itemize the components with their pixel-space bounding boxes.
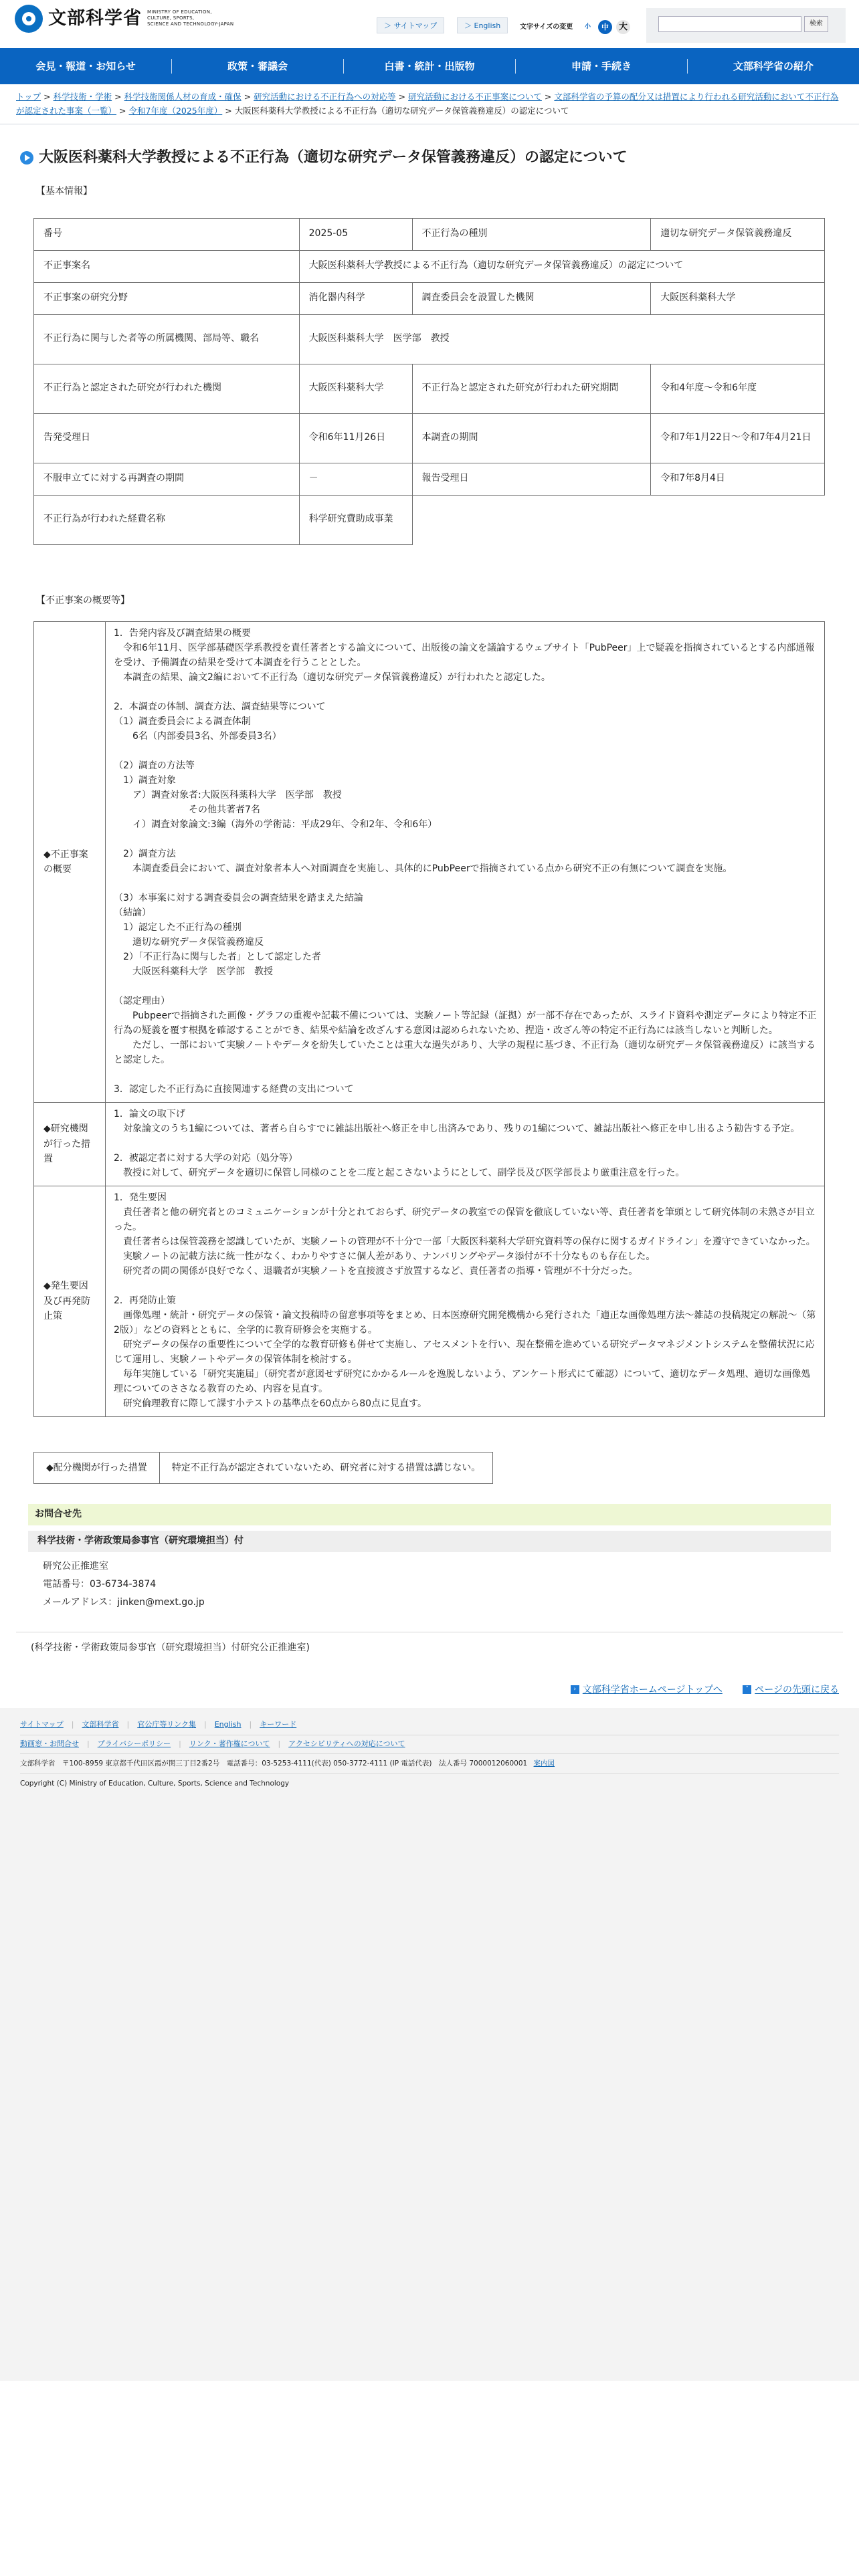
summary-line	[114, 876, 818, 891]
cell-label: 不正事案名	[34, 250, 300, 282]
cell-value: 大阪医科薬科大学 医学部 教授	[299, 314, 824, 364]
cell-value: 令和6年11月26日	[299, 413, 412, 463]
cell-value: 適切な研究データ保管義務違反	[651, 218, 825, 250]
table-row	[34, 1186, 825, 1416]
site-footer	[0, 1708, 859, 2381]
summary-line: （認定理由）	[114, 995, 170, 1006]
table-row	[34, 413, 825, 463]
cell-value: 科学研究費助成事業	[299, 495, 412, 544]
footer-link[interactable]: 文部科学省	[82, 1720, 119, 1729]
cell-value: 大阪医科薬科大学教授による不正行為（適切な研究データ保管義務違反）の認定について	[299, 250, 824, 282]
summary-line	[114, 1136, 818, 1151]
summary-line: 毎年実施している「研究実施届」（研究者が意図せず研究にかかるルールを逸脱しないよう、アンケート形式にて確認）について、適切なデータ処理、適切な画像処理についてのささなる教育のため、内容を見直す。	[114, 1368, 811, 1394]
footer-address	[20, 1758, 839, 1774]
breadcrumb-link[interactable]: 研究活動における不正事案について	[408, 92, 542, 102]
agency-measure-table	[33, 1452, 493, 1484]
breadcrumb-link[interactable]: 文部科学省の予算の配分又は措置により行われる研究活動において不正行為が認定された事案（一覧）	[16, 92, 839, 116]
summary-line: ア）調査対象者:大阪医科薬科大学 医学部 教授	[114, 789, 342, 800]
cell-label: 不正行為と認定された研究が行われた研究期間	[412, 364, 651, 413]
summary-line: 令和6年11月、医学部基礎医学系教授を責任著者とする論文について、出版後の論文を議論するウェブサイト「PubPeer」上で疑義を指摘されているとする内部通報を受け、予備調査の結果を受けて本調査を行うこととした。	[114, 642, 815, 668]
summary-line: 研究データの保存の重要性について全学的な教育研修も併せて実施し、アセスメントを行い、現在整備を進めている研究データマネジメントシステムを整備状況に応じて運用し、実験ノートやデータの保管体制を検討する。	[114, 1339, 815, 1365]
cell-label: 不正行為と認定された研究が行われた機関	[34, 364, 300, 413]
summary-line	[114, 1067, 818, 1082]
contact-phone: 電話番号：03-6734-3874	[43, 1579, 157, 1590]
cell-value: 令和7年1月22日～令和7年4月21日	[651, 413, 825, 463]
cell-value: 2025-05	[299, 218, 412, 250]
summary-line: 3．認定した不正行為に直接関連する経費の支出について	[114, 1083, 354, 1095]
title-arrow-icon	[20, 151, 33, 165]
table-row	[34, 218, 825, 250]
summary-line	[114, 979, 818, 994]
cell-value: －	[299, 463, 412, 495]
table-row	[34, 495, 825, 544]
cell-label: 不正事案の研究分野	[34, 282, 300, 314]
contact-details	[43, 1558, 859, 1612]
breadcrumb-link[interactable]: 科学技術関係人材の育成・確保	[124, 92, 242, 102]
summary-line: Pubpeerで指摘された画像・グラフの重複や記載不備については、実験ノート等記録（証拠）が一部不存在であったが、スライド資料や測定データにより特定不正行為の疑義を覆す根拠を確認することができ、結果や結論を改ざんする意図は認められないため、捏造・改ざん等の特定不正行為には該当しないと判断した。	[114, 1010, 817, 1036]
page-links	[0, 1683, 839, 1697]
summary-line: 本調査委員会において、調査対象者本人へ対面調査を実施し、具体的にPubPeerで指摘されている点から研究不正の有無について調査を実施。	[114, 863, 733, 874]
summary-body	[106, 1102, 825, 1186]
contact-office: 研究公正推進室	[43, 1561, 108, 1572]
search-input[interactable]	[658, 16, 801, 32]
table-row	[34, 463, 825, 495]
arrow-up-icon: ˄	[743, 1685, 751, 1694]
cell-label: 不正行為が行われた経費名称	[34, 495, 300, 544]
arrow-right-icon: ›	[571, 1685, 579, 1694]
footer-link[interactable]: 官公庁等リンク集	[137, 1720, 197, 1729]
breadcrumb-link[interactable]: 令和7年度（2025年度）	[128, 106, 223, 116]
search-box	[646, 8, 846, 43]
summary-line: （1）調査委員会による調査体制	[114, 716, 251, 727]
map-link[interactable]: 案内図	[533, 1759, 555, 1768]
font-size-label: 文字サイズの変更	[520, 23, 573, 31]
logo-text-ja: 文部科学省	[48, 8, 142, 29]
site-logo[interactable]	[15, 4, 233, 33]
cell-value: 令和7年8月4日	[651, 463, 825, 495]
agency-measure-value: 特定不正行為が認定されていないため、研究者に対する措置は講じない。	[159, 1452, 492, 1483]
english-button[interactable]: ＞ English	[457, 17, 508, 33]
table-row	[34, 282, 825, 314]
agency-measure-label: ◆配分機関が行った措置	[34, 1452, 160, 1483]
footer-link[interactable]: キーワード	[260, 1720, 297, 1729]
summary-line: 対象論文のうち1編については、著者ら自らすでに雑誌出版社へ修正を申し出済みであり、残りの1編について、雑誌出版社へ修正を申し出るよう勧告する予定。	[114, 1123, 800, 1134]
summary-body	[106, 1186, 825, 1416]
basic-info-table	[33, 218, 825, 545]
cell-value: 大阪医科薬科大学	[651, 282, 825, 314]
summary-line: 1．発生要因	[114, 1192, 167, 1203]
logo-text-en: MINISTRY OF EDUCATION, CULTURE, SPORTS, SCIENCE AND TECHNOLOGY-JAPAN	[147, 9, 234, 27]
cell-value: 大阪医科薬科大学	[299, 364, 412, 413]
breadcrumb-current: 大阪医科薬科大学教授による不正行為（適切な研究データ保管義務違反）の認定について	[234, 106, 569, 116]
nav-press[interactable]: 会見・報道・お知らせ	[0, 59, 172, 74]
summary-line	[114, 685, 818, 700]
summary-label: 【不正事案の概要等】	[36, 595, 130, 606]
table-row	[34, 1102, 825, 1186]
page-top-link[interactable]: ページの先頭に戻る	[755, 1684, 839, 1695]
summary-line: 2）調査方法	[114, 848, 176, 859]
cell-label: 調査委員会を設置した機関	[412, 282, 651, 314]
summary-heading: ◆不正事案の概要	[34, 621, 106, 1102]
copyright: Copyright (C) Ministry of Education, Culture, Sports, Science and Technology	[20, 1780, 290, 1788]
breadcrumb: トップ > 科学技術・学術 > 科学技術関係人材の育成・確保 > 研究活動における不正行為への対応等 > 研究活動における不正事案について > 文部科学省の予算の配分又は措置により行われる研究活動において不正行為が認定された事案（一覧） > 令和7年度（2025年度） > 大阪医科薬科大学教授による不正行為（適切な研究データ保管義務違反）の認定について	[0, 84, 859, 124]
summary-line: その他共著者7名	[114, 804, 260, 815]
nav-about[interactable]: 文部科学省の紹介	[733, 60, 814, 72]
contact-dept: 科学技術・学術政策局参事官（研究環境担当）付	[28, 1531, 831, 1552]
table-row	[34, 364, 825, 413]
summary-line: 1．告発内容及び調査結果の概要	[114, 627, 251, 639]
cell-label: 不服申立てに対する再調査の期間	[34, 463, 300, 495]
site-header	[0, 0, 859, 48]
summary-line: 2．被認定者に対する大学の対応（処分等）	[114, 1152, 298, 1164]
contact-heading: お問合せ先	[28, 1504, 831, 1525]
summary-line: ただし、一部において実験ノートやデータを紛失していたことは重大な過失があり、大学の規程に基づき、不正行為（適切な研究データ保管義務違反）に該当すると認定した。	[114, 1039, 816, 1065]
summary-line	[114, 1279, 818, 1293]
cell-label: 不正行為に関与した者等の所属機関、部局等、職名	[34, 314, 300, 364]
summary-line: 責任著者と他の研究者とのコミュニケーションが十分とれておらず、研究データの教室での保管を徹底していない等、責任著者を筆頭として研究体制の未熟さが目立った。	[114, 1206, 816, 1232]
basic-info-label: 【基本情報】	[36, 186, 92, 197]
cell-label: 告発受理日	[34, 413, 300, 463]
mext-logo-icon	[15, 5, 43, 33]
summary-line: 画像処理・統計・研究データの保管・論文投稿時の留意事項等をまとめ、日本医療研究開発機構から発行された「適正な画像処理方法～雑誌の投稿規定の解説～（第2版）」などの資料とともに、全学的に教育研修会を実施する。	[114, 1309, 816, 1335]
sitemap-button[interactable]: ＞ サイトマップ	[377, 17, 444, 33]
search-button[interactable]: 検索	[804, 16, 828, 32]
summary-line: 研究者の間の関係が良好でなく、退職者が実験ノートを直接渡さず放置するなど、責任著者の指導・管理が不十分だった。	[114, 1265, 638, 1277]
table-row	[34, 314, 825, 364]
summary-line: 大阪医科薬科大学 医学部 教授	[114, 966, 273, 977]
summary-line: （結論）	[114, 907, 151, 918]
footer-link[interactable]: アクセシビリティへの対応について	[288, 1739, 405, 1748]
global-nav	[0, 48, 859, 84]
summary-line	[114, 744, 818, 758]
footer-links-row1: サイトマップ | 文部科学省 | 官公庁等リンク集 | English | キーワード	[20, 1716, 839, 1735]
summary-line: 1）調査対象	[114, 774, 176, 786]
home-link[interactable]: 文部科学省ホームページトップへ	[582, 1684, 723, 1695]
cell-label: 本調査の期間	[412, 413, 651, 463]
summary-line: 2．再発防止策	[114, 1295, 176, 1306]
summary-line: 2）「不正行為に関与した者」として認定した者	[114, 951, 321, 962]
breadcrumb-link[interactable]: トップ	[16, 92, 41, 102]
font-size-large-button[interactable]: 大	[616, 20, 630, 34]
summary-heading: ◆発生要因及び再発防止策	[34, 1186, 106, 1416]
breadcrumb-link[interactable]: 科学技術・学術	[53, 92, 112, 102]
summary-line: 本調査の結果、論文2編において不正行為（適切な研究データ保管義務違反）が行われたと認定した。	[114, 671, 551, 683]
cell-value: 令和4年度～令和6年度	[651, 364, 825, 413]
summary-line: 責任著者らは保管義務を認識していたが、実験ノートの管理が不十分で一部「大阪医科薬科大学研究資料等の保存に関するガイドライン」を遵守できていなかった。	[114, 1236, 816, 1247]
table-row	[34, 621, 825, 1102]
summary-line: 研究倫理教育に際して課す小テストの基準点を60点から80点に見直す。	[114, 1398, 427, 1409]
summary-line: 実験ノートの記載方法に統一性がなく、わかりやすさに個人差があり、ナンバリングやデータ添付が不十分なものも存在した。	[114, 1251, 656, 1262]
page-title-row	[20, 146, 859, 169]
summary-line	[114, 832, 818, 847]
contact-email: メールアドレス：jinken@mext.go.jp	[43, 1597, 205, 1608]
footer-link[interactable]: プライバシーポリシー	[97, 1739, 171, 1748]
summary-line: （3）本事案に対する調査委員会の調査結果を踏まえた結論	[114, 892, 363, 903]
footer-link[interactable]: リンク・著作権について	[189, 1739, 270, 1748]
empty-cell	[412, 495, 824, 544]
cell-value: 消化器内科学	[299, 282, 412, 314]
breadcrumb-link[interactable]: 研究活動における不正行為への対応等	[254, 92, 396, 102]
table-row	[34, 1452, 493, 1483]
summary-line: （2）調査の方法等	[114, 760, 195, 771]
summary-line: 2．本調査の体制、調査方法、調査結果等について	[114, 701, 326, 712]
summary-line: 1）認定した不正行為の種別	[114, 922, 242, 933]
summary-line: イ）調査対象論文:3編（海外の学術誌：平成29年、令和2年、令和6年）	[114, 819, 438, 830]
footer-links-row2: 動画窓・お問合せ | プライバシーポリシー | リンク・著作権について | アクセシビリティへの対応について	[20, 1735, 839, 1755]
summary-line: 教授に対して、研究データを適切に保管し同様のことを二度と起こさないようにとして、副学長及び医学部長より厳重注意を行った。	[114, 1167, 685, 1178]
footer-link[interactable]: English	[214, 1720, 242, 1729]
cell-label: 不正行為の種別	[412, 218, 651, 250]
nav-whitepaper[interactable]: 白書・統計・出版物	[344, 59, 516, 74]
cell-label: 報告受理日	[412, 463, 651, 495]
summary-line: 6名（内部委員3名、外部委員3名）	[114, 730, 282, 742]
footer-link[interactable]: 動画窓・お問合せ	[20, 1739, 79, 1748]
summary-line: 1．論文の取下げ	[114, 1108, 185, 1119]
font-size-medium-button[interactable]: 中	[598, 20, 612, 34]
table-row	[34, 250, 825, 282]
nav-application[interactable]: 申請・手続き	[516, 59, 688, 74]
nav-policy[interactable]: 政策・審議会	[172, 59, 344, 74]
department-footnote: (科学技術・学術政策局参事官（研究環境担当）付研究公正推進室)	[31, 1642, 310, 1654]
summary-heading: ◆研究機関が行った措置	[34, 1102, 106, 1186]
page-title: 大阪医科薬科大学教授による不正行為（適切な研究データ保管義務違反）の認定について	[39, 149, 628, 166]
summary-body	[106, 621, 825, 1102]
summary-table	[33, 621, 825, 1417]
font-size-small-button[interactable]: 小	[584, 23, 591, 30]
summary-line: 適切な研究データ保管義務違反	[114, 936, 264, 948]
footer-link[interactable]: サイトマップ	[20, 1720, 64, 1729]
cell-label: 番号	[34, 218, 300, 250]
address-text: 文部科学省 〒100-8959 東京都千代田区霞が関三丁目2番2号 電話番号：03-5253-4111(代表) 050-3772-4111 (IP 電話代表) 法人番号 7000012060001	[20, 1759, 528, 1768]
